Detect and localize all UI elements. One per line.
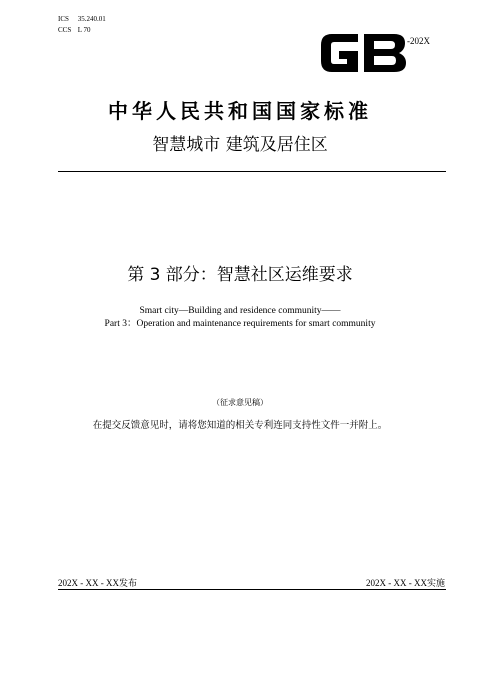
gb-logo [318,28,410,78]
gb-logo-mark [321,34,406,72]
gb-logo-text: GB [318,28,320,29]
issue-label: 发布 [119,579,138,589]
part-title-cn: 第 3 部分：智慧社区运维要求 [127,265,353,285]
standard-number: -202X [407,36,430,46]
implementation-date-value: 202X - XX - XX [365,578,427,588]
ics-value: 35.240.01 [77,15,106,23]
ics-label: ICS [58,15,69,23]
title-en [0,305,480,331]
ccs-label: CCS [58,26,72,34]
ics-line [58,14,106,25]
header-divider [58,171,446,172]
ccs-value: L 70 [77,26,91,34]
draft-label: （征求意见稿） [212,398,268,407]
title-en-line2: Part 3：Operation and maintenance requirements for smart community [104,319,376,329]
series-title: 智慧城市 建筑及居住区 [152,135,328,155]
implementation-label: 实施 [426,579,445,589]
national-standard-heading: 中华人民共和国国家标准 [108,99,372,123]
footer-divider [58,589,446,590]
implementation-date [366,576,445,589]
issue-date [58,576,137,589]
ccs-line [58,25,106,36]
patent-notice: 在提交反馈意见时，请将您知道的相关专利连同支持性文件一并附上。 [92,420,388,431]
title-en-line1: Smart city—Building and residence community—— [139,306,341,316]
classification-codes [58,14,106,36]
issue-date-value: 202X - XX - XX [58,578,119,588]
